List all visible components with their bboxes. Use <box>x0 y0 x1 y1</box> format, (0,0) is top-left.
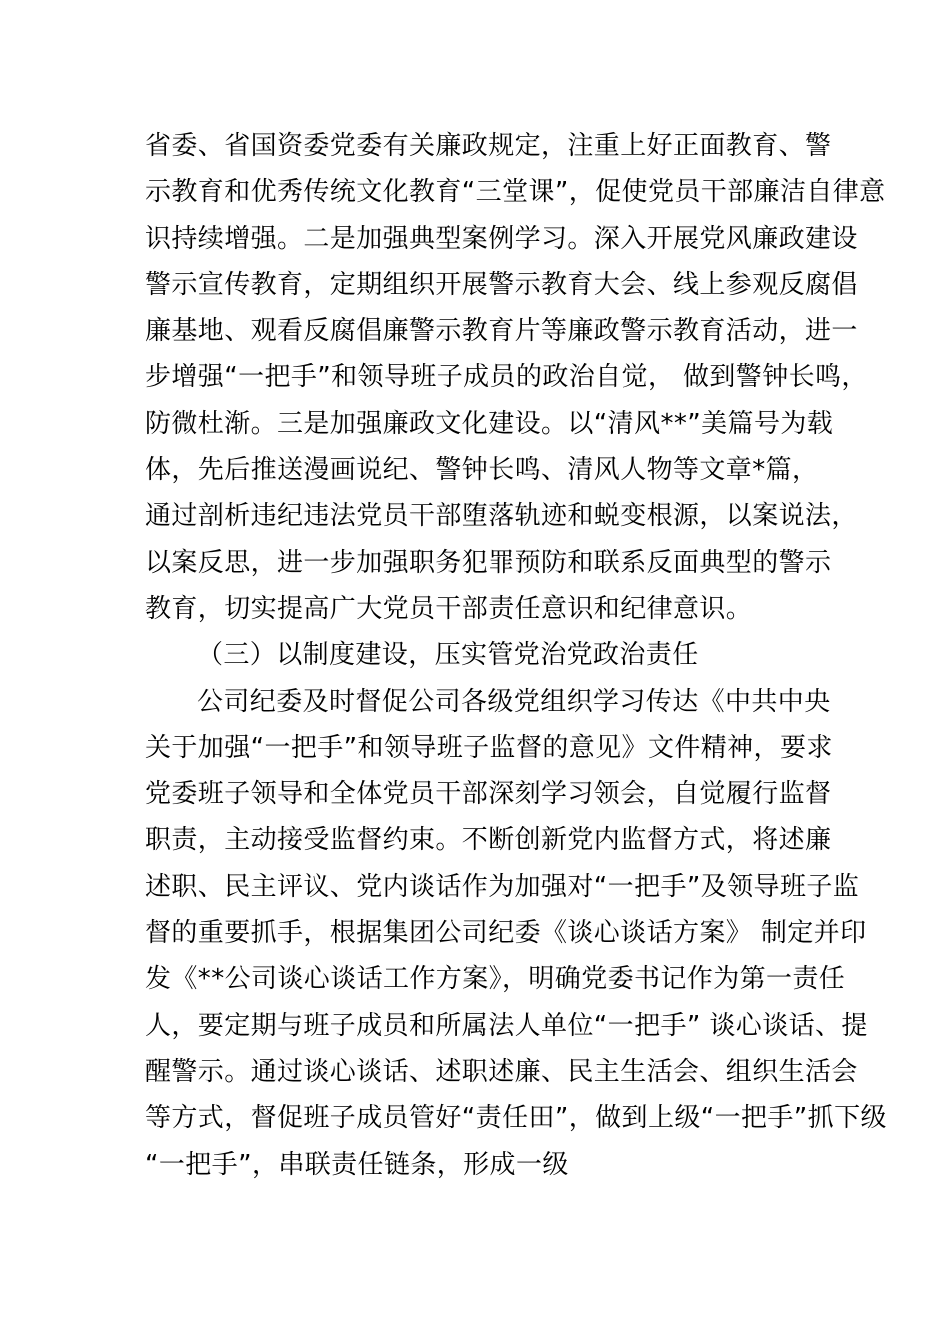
text-line: 党委班子领导和全体党员干部深刻学习领会，自觉履行监督 <box>145 779 832 810</box>
text-line: 述职、民主评议、党内谈话作为加强对“一把手”及领导班子监 <box>145 871 860 902</box>
text-line: 职责，主动接受监督约束。不断创新党内监督方式，将述廉 <box>145 825 832 856</box>
paragraph-first-line: 公司纪委及时督促公司各级党组织学习传达《中共中央 <box>197 686 831 717</box>
text-line: 以案反思，进一步加强职务犯罪预防和联系反面典型的警示 <box>145 547 832 578</box>
text-line: 等方式，督促班子成员管好“责任田”，做到上级“一把手”抓下级 <box>145 1103 887 1134</box>
text-line: 教育，切实提高广大党员干部责任意识和纪律意识。 <box>145 593 753 624</box>
text-line: 体，先后推送漫画说纪、警钟长鸣、清风人物等文章*篇， <box>145 455 819 486</box>
text-line: 识持续增强。二是加强典型案例学习。深入开展党风廉政建设 <box>145 223 858 254</box>
text-line: 廉基地、观看反腐倡廉警示教育片等廉政警示教育活动，进一 <box>145 316 858 347</box>
body-text <box>145 123 887 1188</box>
text-line: 督的重要抓手，根据集团公司纪委《谈心谈话方案》 制定并印 <box>145 918 867 949</box>
section-heading: （三）以制度建设，压实管党治党政治责任 <box>197 640 699 671</box>
text-line: 醒警示。通过谈心谈话、述职述廉、民主生活会、组织生活会 <box>145 1056 858 1087</box>
text-line: 省委、省国资委党委有关廉政规定，注重上好正面教育、警 <box>145 131 832 161</box>
text-line: 发《**公司谈心谈话工作方案》，明确党委书记作为第一责任 <box>145 964 846 995</box>
text-line: “一把手”，串联责任链条，形成一级 <box>145 1149 569 1180</box>
text-line: 步增强“一把手”和领导班子成员的政治自觉， 做到警钟长鸣， <box>145 362 868 393</box>
text-line: 示教育和优秀传统文化教育“三堂课”，促使党员干部廉洁自律意 <box>145 177 886 208</box>
text-line: 通过剖析违纪违法党员干部堕落轨迹和蜕变根源，以案说法， <box>145 501 858 532</box>
text-line: 防微杜渐。三是加强廉政文化建设。以“清风**”美篇号为载 <box>145 408 834 439</box>
text-line: 关于加强“一把手”和领导班子监督的意见》文件精神，要求 <box>145 732 833 763</box>
text-line: 警示宣传教育，定期组织开展警示教育大会、线上参观反腐倡 <box>145 269 858 300</box>
text-line: 人，要定期与班子成员和所属法人单位“一把手” 谈心谈话、提 <box>145 1010 868 1041</box>
